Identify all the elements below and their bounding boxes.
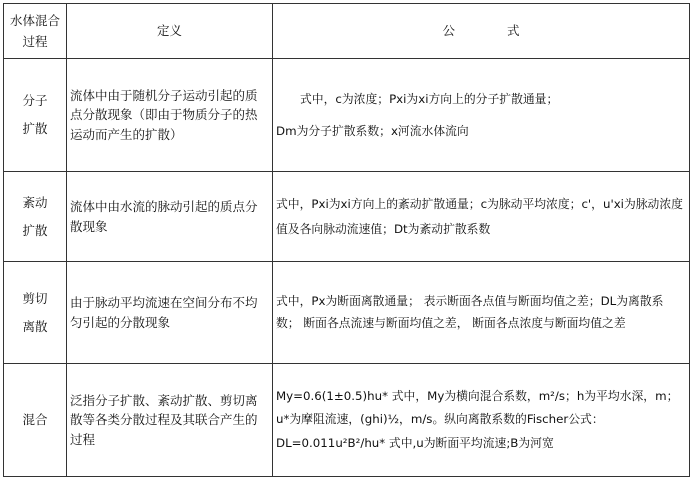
process-line1: 分子 — [22, 93, 48, 108]
table-row — [4, 172, 690, 262]
header-process — [4, 4, 67, 59]
header-formula-char2: 式 — [506, 23, 520, 39]
header-process-line1: 水体混合 — [9, 13, 60, 28]
process-line1: 剪切 — [22, 290, 48, 306]
process-cell — [4, 59, 67, 172]
definition-cell: 由于脉动平均流速在空间分布不均匀引起的分散现象 — [67, 262, 273, 364]
definition-cell: 泛指分子扩散、紊动扩散、剪切离散等各类分散过程及其联合产生的过程 — [67, 364, 273, 477]
definition-cell: 流体中由于随机分子运动引起的质点分散现象（即由于物质分子的热运动而产生的扩散） — [67, 59, 273, 172]
formula-cell — [273, 59, 690, 172]
formula-line: 式中，c为浓度；Pxi为xi方向上的分子扩散通量； — [300, 91, 559, 106]
definition-cell: 流体中由水流的脉动引起的质点分散现象 — [67, 172, 273, 262]
table-row — [4, 59, 690, 172]
table-row — [4, 364, 690, 477]
process-line1: 紊动 — [22, 194, 48, 210]
header-process-line2: 过程 — [22, 34, 48, 49]
formula-cell: 式中，Px为断面离散通量； 表示断面各点值与断面均值之差；DL为离散系数； 断面各点流速与断面均值之差， 断面各点浓度与断面均值之差 — [273, 262, 690, 364]
mixing-process-table — [3, 3, 690, 477]
header-row — [4, 4, 690, 59]
process-line2: 扩散 — [22, 222, 48, 238]
header-formula — [273, 4, 690, 59]
process-cell — [4, 364, 67, 477]
process-line2: 离散 — [22, 318, 48, 334]
header-formula-char1: 公 — [442, 23, 455, 39]
table-row — [4, 262, 690, 364]
process-line1: 混合 — [22, 412, 48, 427]
header-definition: 定义 — [67, 4, 273, 59]
process-cell — [4, 172, 67, 262]
formula-cell: 式中，Pxi为xi方向上的紊动扩散通量；c为脉动平均浓度；c'，u'xi为脉动浓度值及各向脉动流速值；Dt为紊动扩散系数 — [273, 172, 690, 262]
process-line2: 扩散 — [22, 121, 48, 136]
process-cell — [4, 262, 67, 364]
formula-line: Dm为分子扩散系数；x河流水体流向 — [276, 124, 469, 138]
formula-cell: My=0.6(1±0.5)hu* 式中，My为横向混合系数，m²/s；h为平均水深，m；u*为摩阻流速，(ghi)½，m/s。纵向离散系数的Fischer公式：DL=0.011u²B²/hu* 式中,u为断面平均流速;B为河宽 — [273, 364, 690, 477]
